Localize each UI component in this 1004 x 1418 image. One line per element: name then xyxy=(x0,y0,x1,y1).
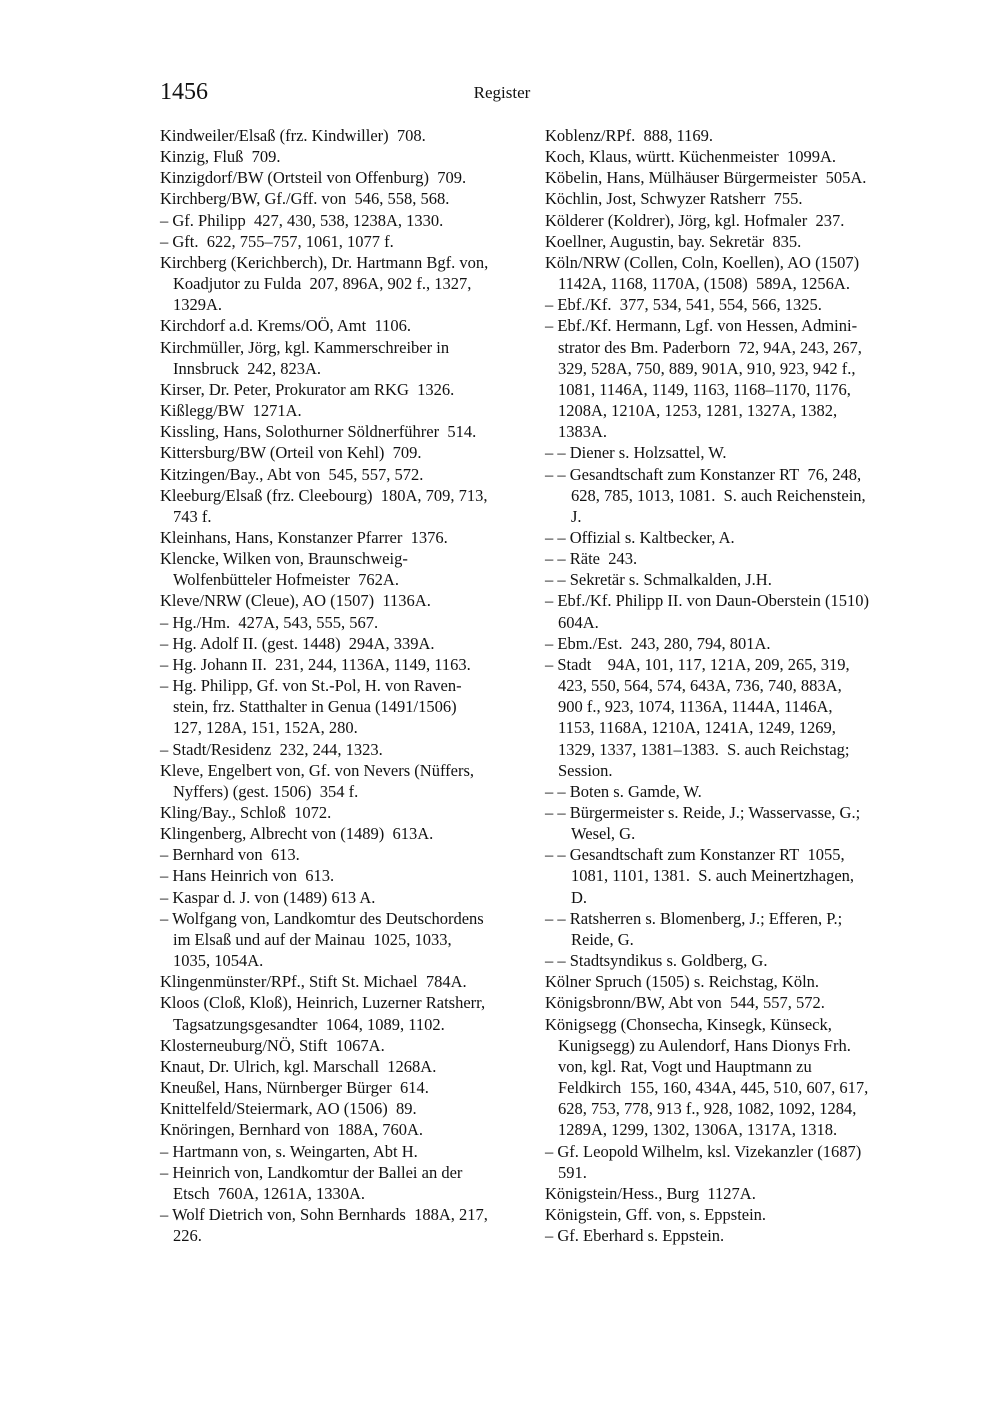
register-entry-line: Kleve/NRW (Cleue), AO (1507) 1136A. xyxy=(160,591,431,611)
register-entry-line: – Ebf./Kf. 377, 534, 541, 554, 566, 1325. xyxy=(545,295,822,315)
register-entry-line: Nyffers) (gest. 1506) 354 f. xyxy=(173,781,359,801)
register-entry-line: – Heinrich von, Landkomtur der Ballei an der xyxy=(160,1162,463,1182)
register-column-right xyxy=(545,125,915,1246)
register-entry-line: 329, 528A, 750, 889, 901A, 910, 923, 942 f., xyxy=(558,358,856,378)
register-entry-line: – Hg./Hm. 427A, 543, 555, 567. xyxy=(160,612,379,632)
register-entry-line: Koch, Klaus, württ. Küchenmeister 1099A. xyxy=(545,147,836,167)
register-entry-line: Etsch 760A, 1261A, 1330A. xyxy=(173,1183,366,1203)
register-entry-line: 423, 550, 564, 574, 643A, 736, 740, 883A, xyxy=(558,676,842,696)
register-entry-line: Kölner Spruch (1505) s. Reichstag, Köln. xyxy=(545,972,820,992)
register-entry-line: Koadjutor zu Fulda 207, 896A, 902 f., 1327, xyxy=(173,274,472,294)
register-entry-line: 1142A, 1168, 1170A, (1508) 589A, 1256A. xyxy=(558,274,850,294)
register-entry-line: – Ebm./Est. 243, 280, 794, 801A. xyxy=(545,633,771,653)
register-entry-line: – Gft. 622, 755–757, 1061, 1077 f. xyxy=(160,231,394,251)
register-entry-line: Kölderer (Koldrer), Jörg, kgl. Hofmaler 237. xyxy=(545,210,845,230)
register-entry-line: – – Diener s. Holzsattel, W. xyxy=(545,443,727,463)
register-entry-line: Kirchberg/BW, Gf./Gff. von 546, 558, 568. xyxy=(160,189,450,209)
register-entry-line: Kleeburg/Elsaß (frz. Cleebourg) 180A, 709, 713, xyxy=(160,485,488,505)
register-entry-line: von, kgl. Rat, Vogt und Hauptmann zu xyxy=(558,1056,812,1076)
register-entry-line: – – Räte 243. xyxy=(545,549,638,569)
register-entry-line: Koblenz/RPf. 888, 1169. xyxy=(545,126,714,145)
register-entry-line: Innsbruck 242, 823A. xyxy=(173,358,322,378)
register-entry-line: Wesel, G. xyxy=(571,824,636,844)
register-entry-line: – – Sekretär s. Schmalkalden, J.H. xyxy=(545,570,772,590)
register-entry-line: 127, 128A, 151, 152A, 280. xyxy=(173,718,358,738)
register-entry-line: – – Gesandtschaft zum Konstanzer RT 1055, xyxy=(545,845,845,865)
register-entry-line: Klosterneuburg/NÖ, Stift 1067A. xyxy=(160,1035,385,1055)
register-entry-line: 900 f., 923, 1074, 1136A, 1144A, 1146A, xyxy=(558,697,833,717)
register-entry-line: 1208A, 1210A, 1253, 1281, 1327A, 1382, xyxy=(558,401,838,421)
register-entry-line: J. xyxy=(571,506,582,526)
register-entry-line: Kindweiler/Elsaß (frz. Kindwiller) 708. xyxy=(160,126,426,145)
register-entry-line: – – Gesandtschaft zum Konstanzer RT 76, 248, xyxy=(545,464,862,484)
register-entry-line: – Stadt/Residenz 232, 244, 1323. xyxy=(160,739,383,759)
register-entry-line: – Wolfgang von, Landkomtur des Deutschordens xyxy=(160,908,484,928)
register-entry-line: – Hg. Johann II. 231, 244, 1136A, 1149, 1163. xyxy=(160,654,471,674)
register-entry-line: – Hg. Philipp, Gf. von St.-Pol, H. von Raven- xyxy=(160,676,462,696)
register-entry-line: Koellner, Augustin, bay. Sekretär 835. xyxy=(545,231,802,251)
register-entry-line: Kneußel, Hans, Nürnberger Bürger 614. xyxy=(160,1078,429,1098)
register-entry-line: Kloos (Cloß, Kloß), Heinrich, Luzerner Ratsherr, xyxy=(160,993,486,1013)
register-entry-line: Kitzingen/Bay., Abt von 545, 557, 572. xyxy=(160,464,424,484)
register-entry-line: Kinzig, Fluß 709. xyxy=(160,147,281,167)
register-entry-line: Knöringen, Bernhard von 188A, 760A. xyxy=(160,1120,424,1140)
register-entry-line: Kling/Bay., Schloß 1072. xyxy=(160,803,332,822)
register-entry-line: Kunigsegg) zu Aulendorf, Hans Dionys Frh. xyxy=(558,1035,851,1055)
register-entry-line: Kissling, Hans, Solothurner Söldnerführer 514. xyxy=(160,422,477,442)
register-entry-line: Kleinhans, Hans, Konstanzer Pfarrer 1376. xyxy=(160,527,448,547)
register-entry-line: Köln/NRW (Collen, Coln, Koellen), AO (1507) xyxy=(545,252,860,272)
register-entry-line: – – Offizial s. Kaltbecker, A. xyxy=(545,527,735,547)
register-entry-line: 1153, 1168A, 1210A, 1241A, 1249, 1269, xyxy=(558,718,836,738)
register-entry-line: 1329, 1337, 1381–1383. S. auch Reichstag; xyxy=(558,739,850,759)
register-entry-line: Kirser, Dr. Peter, Prokurator am RKG 1326. xyxy=(160,379,455,399)
register-entry-line: – Stadt 94A, 101, 117, 121A, 209, 265, 319, xyxy=(545,654,850,674)
register-entry-line: Kleve, Engelbert von, Gf. von Nevers (Nüffers, xyxy=(160,760,475,780)
register-entry-line: Kirchberg (Kerichberch), Dr. Hartmann Bgf. von, xyxy=(160,252,489,272)
register-entry-line: Kirchmüller, Jörg, kgl. Kammerschreiber in xyxy=(160,337,450,357)
register-entry-line: Köbelin, Hans, Mülhäuser Bürgermeister 505A. xyxy=(545,168,867,188)
register-entry-line: – – Ratsherren s. Blomenberg, J.; Efferen, P.; xyxy=(545,908,843,928)
register-entry-line: – Wolf Dietrich von, Sohn Bernhards 188A, 217, xyxy=(160,1204,488,1224)
register-entry-line: 226. xyxy=(173,1226,202,1246)
register-entry-line: D. xyxy=(571,887,588,907)
register-entry-line: – Gf. Philipp 427, 430, 538, 1238A, 1330. xyxy=(160,210,444,230)
register-entry-line: – Gf. Eberhard s. Eppstein. xyxy=(545,1226,725,1246)
register-entry-line: 1035, 1054A. xyxy=(173,951,264,971)
register-entry-line: Königstein/Hess., Burg 1127A. xyxy=(545,1183,756,1203)
register-entry-line: Königstein, Gff. von, s. Eppstein. xyxy=(545,1204,767,1224)
register-entry-line: – Kaspar d. J. von (1489) 613 A. xyxy=(160,887,376,907)
register-entry-line: 1081, 1146A, 1149, 1163, 1168–1170, 1176, xyxy=(558,379,851,399)
register-entry-line: stein, frz. Statthalter in Genua (1491/1506) xyxy=(173,697,457,717)
register-entry-line: – Hartmann von, s. Weingarten, Abt H. xyxy=(160,1141,418,1161)
register-entry-line: Knaut, Dr. Ulrich, kgl. Marschall 1268A. xyxy=(160,1056,437,1076)
register-entry-line: Feldkirch 155, 160, 434A, 445, 510, 607, 617, xyxy=(558,1078,869,1098)
register-entry-line: Kißlegg/BW 1271A. xyxy=(160,401,302,421)
register-entry-line: – Ebf./Kf. Hermann, Lgf. von Hessen, Admini- xyxy=(545,316,858,336)
register-entry-line: Reide, G. xyxy=(571,929,634,949)
register-entry-line: Kinzigdorf/BW (Ortsteil von Offenburg) 709. xyxy=(160,168,467,188)
register-entry-line: – Hg. Adolf II. (gest. 1448) 294A, 339A. xyxy=(160,633,435,653)
register-entry-line: 1383A. xyxy=(558,422,608,442)
register-entry-line: Königsbronn/BW, Abt von 544, 557, 572. xyxy=(545,993,825,1013)
register-entry-line: Klencke, Wilken von, Braunschweig- xyxy=(160,549,408,569)
register-entry-line: Königsegg (Chonsecha, Kinsegk, Künseck, xyxy=(545,1014,832,1034)
register-entry-line: 628, 753, 778, 913 f., 928, 1082, 1092, 1284, xyxy=(558,1099,857,1119)
register-entry-line: 1329A. xyxy=(173,295,223,315)
register-entry-line: Kirchdorf a.d. Krems/OÖ, Amt 1106. xyxy=(160,316,411,336)
running-head: Register xyxy=(473,83,531,102)
register-entry-line: 604A. xyxy=(558,612,599,632)
register-entry-line: – – Bürgermeister s. Reide, J.; Wasservasse, G.; xyxy=(545,803,861,822)
register-entry-line: Tagsatzungsgesandter 1064, 1089, 1102. xyxy=(173,1014,445,1034)
register-entry-line: Köchlin, Jost, Schwyzer Ratsherr 755. xyxy=(545,189,803,209)
register-entry-line: – Ebf./Kf. Philipp II. von Daun-Oberstein (1510) xyxy=(545,591,869,611)
register-entry-line: Wolfenbütteler Hofmeister 762A. xyxy=(173,570,399,590)
register-entry-line: 743 f. xyxy=(173,506,212,526)
register-entry-line: Knittelfeld/Steiermark, AO (1506) 89. xyxy=(160,1099,417,1119)
register-entry-line: 591. xyxy=(558,1162,587,1182)
register-column-left xyxy=(160,125,526,1246)
register-entry-line: Klingenberg, Albrecht von (1489) 613A. xyxy=(160,824,434,844)
register-entry-line: Klingenmünster/RPf., Stift St. Michael 784A. xyxy=(160,972,467,992)
register-entry-line: – – Boten s. Gamde, W. xyxy=(545,781,702,801)
register-entry-line: – – Stadtsyndikus s. Goldberg, G. xyxy=(545,951,768,971)
page-number: 1456 xyxy=(160,79,208,105)
register-entry-line: – Gf. Leopold Wilhelm, ksl. Vizekanzler (1687) xyxy=(545,1141,862,1161)
register-entry-line: Session. xyxy=(558,760,613,780)
register-entry-line: 1289A, 1299, 1302, 1306A, 1317A, 1318. xyxy=(558,1120,838,1140)
register-entry-line: im Elsaß und auf der Mainau 1025, 1033, xyxy=(173,929,452,949)
register-entry-line: – Bernhard von 613. xyxy=(160,845,300,865)
register-entry-line: strator des Bm. Paderborn 72, 94A, 243, 267, xyxy=(558,337,862,357)
register-entry-line: 1081, 1101, 1381. S. auch Meinertzhagen, xyxy=(571,866,855,886)
register-entry-line: 628, 785, 1013, 1081. S. auch Reichenstein, xyxy=(571,485,866,505)
register-entry-line: – Hans Heinrich von 613. xyxy=(160,866,335,886)
register-entry-line: Kittersburg/BW (Orteil von Kehl) 709. xyxy=(160,443,422,463)
